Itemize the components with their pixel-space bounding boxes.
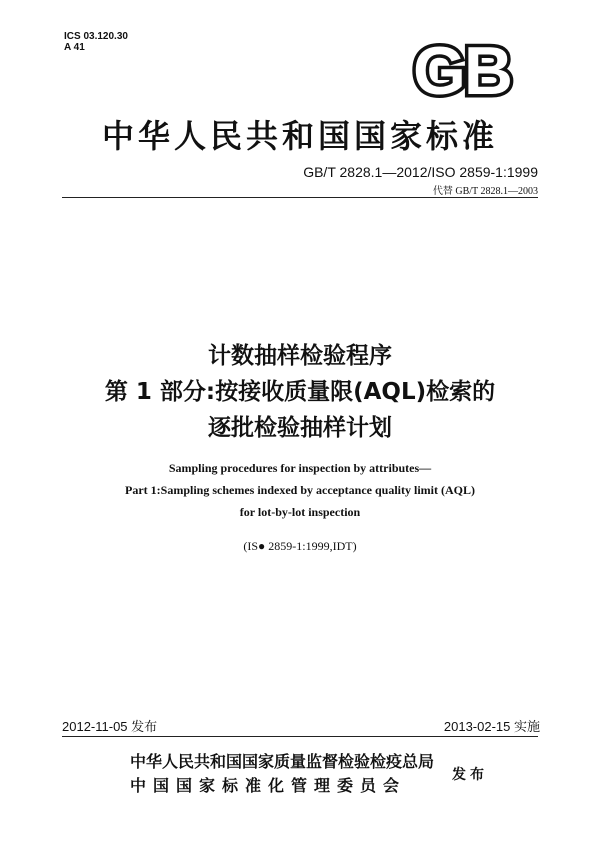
gb-logo — [398, 38, 526, 100]
chinese-title-line-3: 逐批检验抽样计划 — [208, 415, 392, 441]
issuing-authorities — [130, 750, 434, 798]
chinese-title — [0, 338, 600, 446]
chinese-title-line-1: 计数抽样检验程序 — [208, 343, 392, 369]
issuer-line-2: 中国国家标准化管理委员会 — [130, 776, 407, 795]
replaces-note: 代替 GB/T 2828.1—2003 — [432, 186, 538, 197]
issue-date: 2012-11-05 发布 — [62, 719, 158, 734]
chinese-title-line-2: 第 1 部分:按接收质量限(AQL)检索的 — [104, 379, 496, 405]
national-standard-title: 中华人民共和国国家标准 — [101, 117, 498, 155]
implementation-date: 2013-02-15 实施 — [443, 719, 540, 734]
footer-rule — [62, 736, 538, 737]
ccs-code: A 41 — [64, 42, 85, 53]
gb-logo-text: GB — [413, 38, 511, 100]
ics-code: ICS 03.120.30 — [64, 31, 128, 42]
header-rule — [62, 197, 538, 198]
english-title-line-3: for lot-by-lot inspection — [239, 505, 361, 519]
english-title-line-1: Sampling procedures for inspection by attributes— — [168, 461, 432, 475]
classification-codes — [64, 31, 128, 53]
publish-label: 发布 — [452, 767, 488, 783]
english-title — [0, 457, 600, 523]
english-title-line-2: Part 1:Sampling schemes indexed by acceptance quality limit (AQL) — [125, 483, 475, 497]
issuer-line-1: 中华人民共和国国家质量监督检验检疫总局 — [130, 752, 435, 771]
iso-identity: (IS● 2859-1:1999,IDT) — [243, 539, 357, 553]
standard-number: GB/T 2828.1—2012/ISO 2859-1:1999 — [303, 164, 538, 180]
